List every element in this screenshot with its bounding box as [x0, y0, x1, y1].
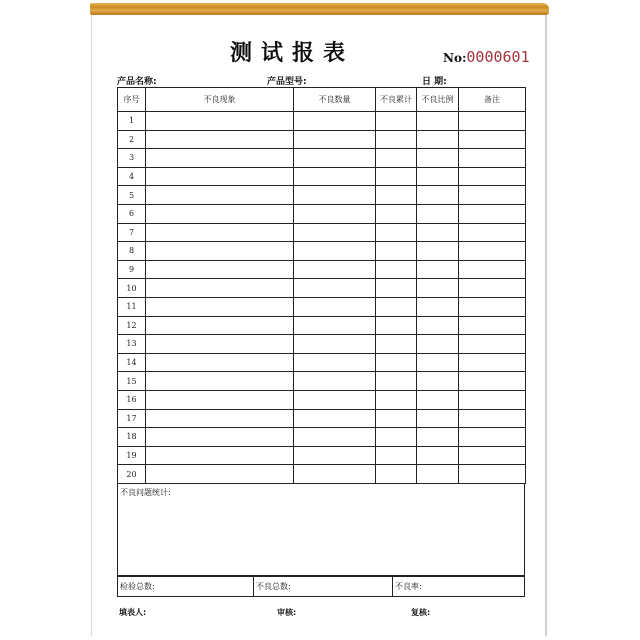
row-index: 20: [118, 465, 146, 484]
defect-cumulative-cell[interactable]: [376, 353, 417, 372]
header-defect-phenomenon: 不良现象: [146, 88, 294, 112]
defect-stats-label: 不良问题统计:: [120, 488, 171, 497]
defect-ratio-cell[interactable]: [417, 353, 459, 372]
defect-cumulative-cell[interactable]: [376, 242, 417, 261]
date-field[interactable]: 日 期:: [422, 77, 447, 87]
defect-phenomenon-cell[interactable]: [146, 372, 294, 391]
row-index: 2: [118, 130, 146, 149]
defect-cumulative-cell[interactable]: [376, 297, 417, 316]
row-index: 4: [118, 167, 146, 186]
defect-cumulative-cell[interactable]: [376, 167, 417, 186]
defect-quantity-cell[interactable]: [294, 204, 376, 223]
remarks-cell[interactable]: [459, 390, 526, 409]
row-index: 13: [118, 335, 146, 354]
defect-quantity-cell[interactable]: [294, 316, 376, 335]
defect-phenomenon-cell[interactable]: [146, 167, 294, 186]
defect-cumulative-cell[interactable]: [376, 390, 417, 409]
table-row: [118, 465, 526, 484]
defect-ratio-cell[interactable]: [417, 112, 459, 131]
defect-phenomenon-cell[interactable]: [146, 446, 294, 465]
reviewed-by-field[interactable]: 审核:: [277, 608, 297, 617]
serial-label: No:: [443, 51, 467, 65]
row-index: 17: [118, 409, 146, 428]
table-row: [118, 204, 526, 223]
row-index: 15: [118, 372, 146, 391]
remarks-cell[interactable]: [459, 223, 526, 242]
row-index: 5: [118, 186, 146, 205]
row-index: 3: [118, 149, 146, 168]
defect-ratio-cell[interactable]: [417, 242, 459, 261]
inspected-total-field[interactable]: 检验总数:: [118, 577, 254, 596]
defect-ratio-cell[interactable]: [417, 279, 459, 298]
row-index: 10: [118, 279, 146, 298]
remarks-cell[interactable]: [459, 167, 526, 186]
defect-quantity-cell[interactable]: [294, 130, 376, 149]
remarks-cell[interactable]: [459, 465, 526, 484]
defect-cumulative-cell[interactable]: [376, 130, 417, 149]
row-index: 16: [118, 390, 146, 409]
row-index: 18: [118, 428, 146, 447]
defect-ratio-cell[interactable]: [417, 167, 459, 186]
defect-quantity-cell[interactable]: [294, 223, 376, 242]
defect-phenomenon-cell[interactable]: [146, 409, 294, 428]
defect-ratio-cell[interactable]: [417, 372, 459, 391]
table-row: [118, 223, 526, 242]
defect-phenomenon-cell[interactable]: [146, 223, 294, 242]
defect-quantity-cell[interactable]: [294, 297, 376, 316]
remarks-cell[interactable]: [459, 242, 526, 261]
remarks-cell[interactable]: [459, 279, 526, 298]
defect-cumulative-cell[interactable]: [376, 372, 417, 391]
row-index: 19: [118, 446, 146, 465]
defect-phenomenon-cell[interactable]: [146, 335, 294, 354]
defect-cumulative-cell[interactable]: [376, 465, 417, 484]
row-index: 12: [118, 316, 146, 335]
defect-cumulative-cell[interactable]: [376, 316, 417, 335]
table-row: [118, 149, 526, 168]
defect-quantity-cell[interactable]: [294, 186, 376, 205]
serial-number: [443, 48, 530, 66]
remarks-cell[interactable]: [459, 130, 526, 149]
defect-quantity-cell[interactable]: [294, 260, 376, 279]
defect-ratio-cell[interactable]: [417, 130, 459, 149]
defect-total-field[interactable]: 不良总数:: [254, 577, 393, 596]
defect-stats-area[interactable]: [117, 484, 525, 576]
defect-cumulative-cell[interactable]: [376, 186, 417, 205]
row-index: 1: [118, 112, 146, 131]
defect-phenomenon-cell[interactable]: [146, 390, 294, 409]
table-row: [118, 372, 526, 391]
defect-phenomenon-cell[interactable]: [146, 316, 294, 335]
remarks-cell[interactable]: [459, 186, 526, 205]
defect-quantity-cell[interactable]: [294, 242, 376, 261]
defect-quantity-cell[interactable]: [294, 112, 376, 131]
row-index: 9: [118, 260, 146, 279]
defect-ratio-cell[interactable]: [417, 316, 459, 335]
defect-cumulative-cell[interactable]: [376, 446, 417, 465]
defect-ratio-cell[interactable]: [417, 446, 459, 465]
row-index: 14: [118, 353, 146, 372]
defect-quantity-cell[interactable]: [294, 149, 376, 168]
defect-phenomenon-cell[interactable]: [146, 465, 294, 484]
rechecked-by-field[interactable]: 复核:: [411, 608, 431, 617]
defect-ratio-cell[interactable]: [417, 390, 459, 409]
defect-table: [117, 87, 526, 484]
defect-quantity-cell[interactable]: [294, 465, 376, 484]
serial-value: 0000601: [466, 48, 530, 66]
defect-cumulative-cell[interactable]: [376, 223, 417, 242]
defect-phenomenon-cell[interactable]: [146, 260, 294, 279]
defect-ratio-cell[interactable]: [417, 149, 459, 168]
row-index: 11: [118, 297, 146, 316]
row-index: 8: [118, 242, 146, 261]
defect-phenomenon-cell[interactable]: [146, 186, 294, 205]
table-header-row: [118, 88, 526, 112]
defect-phenomenon-cell[interactable]: [146, 297, 294, 316]
defect-ratio-cell[interactable]: [417, 335, 459, 354]
defect-phenomenon-cell[interactable]: [146, 112, 294, 131]
defect-cumulative-cell[interactable]: [376, 149, 417, 168]
defect-ratio-cell[interactable]: [417, 465, 459, 484]
defect-quantity-cell[interactable]: [294, 372, 376, 391]
product-name-field[interactable]: 产品名称:: [117, 77, 157, 87]
defect-ratio-cell[interactable]: [417, 297, 459, 316]
product-model-field[interactable]: 产品型号:: [267, 77, 307, 87]
row-index: 6: [118, 204, 146, 223]
defect-quantity-cell[interactable]: [294, 167, 376, 186]
defect-ratio-cell[interactable]: [417, 186, 459, 205]
remarks-cell[interactable]: [459, 316, 526, 335]
defect-phenomenon-cell[interactable]: [146, 130, 294, 149]
defect-phenomenon-cell[interactable]: [146, 204, 294, 223]
defect-cumulative-cell[interactable]: [376, 335, 417, 354]
defect-cumulative-cell[interactable]: [376, 260, 417, 279]
defect-phenomenon-cell[interactable]: [146, 279, 294, 298]
filled-by-field[interactable]: 填表人:: [119, 608, 147, 617]
defect-cumulative-cell[interactable]: [376, 279, 417, 298]
defect-phenomenon-cell[interactable]: [146, 353, 294, 372]
defect-quantity-cell[interactable]: [294, 428, 376, 447]
defect-quantity-cell[interactable]: [294, 409, 376, 428]
table-row: [118, 409, 526, 428]
remarks-cell[interactable]: [459, 372, 526, 391]
remarks-cell[interactable]: [459, 409, 526, 428]
table-row: [118, 390, 526, 409]
table-row: [118, 167, 526, 186]
defect-quantity-cell[interactable]: [294, 335, 376, 354]
defect-cumulative-cell[interactable]: [376, 112, 417, 131]
defect-cumulative-cell[interactable]: [376, 204, 417, 223]
remarks-cell[interactable]: [459, 297, 526, 316]
defect-ratio-cell[interactable]: [417, 204, 459, 223]
table-row: [118, 428, 526, 447]
remarks-cell[interactable]: [459, 353, 526, 372]
row-index: 7: [118, 223, 146, 242]
header-index: 序号: [118, 88, 146, 112]
defect-quantity-cell[interactable]: [294, 279, 376, 298]
defect-ratio-cell[interactable]: [417, 260, 459, 279]
defect-phenomenon-cell[interactable]: [146, 242, 294, 261]
defect-phenomenon-cell[interactable]: [146, 428, 294, 447]
defect-rate-field[interactable]: 不良率:: [395, 582, 422, 591]
form-title: 测试报表: [230, 41, 355, 66]
summary-row: [117, 576, 525, 597]
remarks-cell[interactable]: [459, 260, 526, 279]
table-row: [118, 260, 526, 279]
table-row: [118, 130, 526, 149]
binding-strip: [90, 3, 549, 15]
header-defect-quantity: 不良数量: [294, 88, 376, 112]
table-row: [118, 279, 526, 298]
remarks-cell[interactable]: [459, 428, 526, 447]
table-row: [118, 316, 526, 335]
remarks-cell[interactable]: [459, 149, 526, 168]
header-defect-ratio: 不良比例: [417, 88, 459, 112]
table-row: [118, 242, 526, 261]
remarks-cell[interactable]: [459, 446, 526, 465]
defect-ratio-cell[interactable]: [417, 428, 459, 447]
header-remarks: 备注: [459, 88, 526, 112]
defect-phenomenon-cell[interactable]: [146, 149, 294, 168]
defect-quantity-cell[interactable]: [294, 353, 376, 372]
remarks-cell[interactable]: [459, 112, 526, 131]
table-row: [118, 335, 526, 354]
defect-ratio-cell[interactable]: [417, 223, 459, 242]
defect-cumulative-cell[interactable]: [376, 428, 417, 447]
defect-quantity-cell[interactable]: [294, 390, 376, 409]
table-row: [118, 353, 526, 372]
defect-quantity-cell[interactable]: [294, 446, 376, 465]
defect-cumulative-cell[interactable]: [376, 409, 417, 428]
header-defect-cumulative: 不良累计: [376, 88, 417, 112]
table-row: [118, 112, 526, 131]
remarks-cell[interactable]: [459, 204, 526, 223]
defect-ratio-cell[interactable]: [417, 409, 459, 428]
table-row: [118, 297, 526, 316]
table-row: [118, 446, 526, 465]
table-row: [118, 186, 526, 205]
remarks-cell[interactable]: [459, 335, 526, 354]
